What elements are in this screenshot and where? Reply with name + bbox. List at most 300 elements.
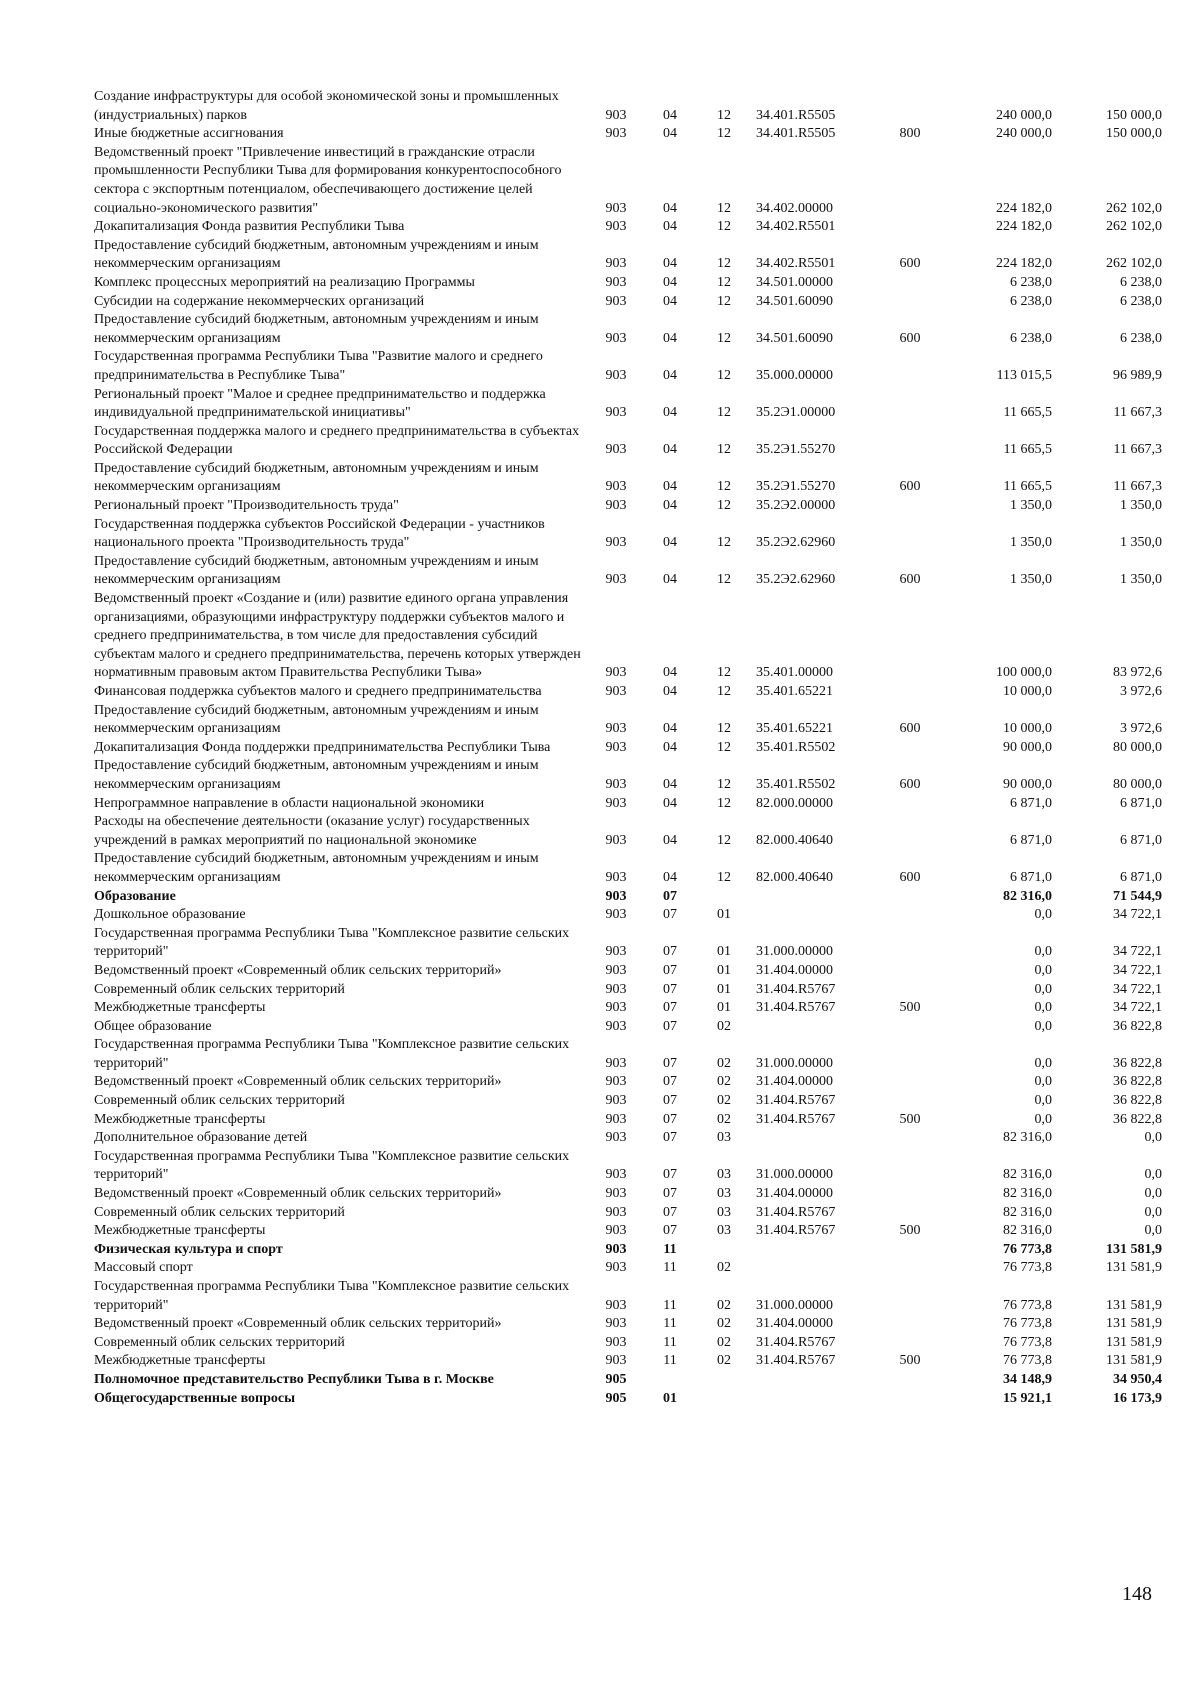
row-section-code: 04 [663, 535, 677, 551]
row-subsection-code: 12 [717, 107, 731, 123]
row-subsection-code: 12 [717, 535, 731, 551]
row-amount-year-1: 6 871,0 [1010, 832, 1052, 848]
row-amount-year-2: 16 173,9 [1113, 1390, 1162, 1406]
row-amount-year-1: 90 000,0 [1003, 739, 1052, 755]
row-target-article: 35.2Э2.62960 [756, 535, 836, 551]
row-target-article: 31.000.00000 [756, 1167, 833, 1183]
row-ved-code: 903 [605, 1111, 627, 1127]
row-name: Современный облик сельских территорий [94, 1204, 345, 1220]
table-row [94, 553, 1162, 590]
row-amount-year-2: 34 722,1 [1113, 981, 1162, 997]
row-subsection-code: 12 [717, 721, 731, 737]
row-ved-code: 903 [605, 479, 627, 495]
row-expense-type [876, 516, 944, 553]
row-amount-year-2: 11 667,3 [1113, 479, 1162, 495]
row-section-code: 04 [663, 721, 677, 737]
table-row [94, 1222, 1162, 1241]
row-subsection-code: 02 [717, 1353, 731, 1369]
row-target-article: 34.402.00000 [756, 200, 833, 216]
row-ved-code: 903 [605, 126, 627, 142]
row-amount-year-1: 76 773,8 [1003, 1334, 1052, 1350]
table-row [94, 962, 1162, 981]
row-section-code: 04 [663, 869, 677, 885]
row-section-code: 07 [663, 981, 677, 997]
row-section-code: 07 [663, 1018, 677, 1034]
row-section-code: 07 [663, 1186, 677, 1202]
row-expense-type [876, 925, 944, 962]
row-amount-year-1: 0,0 [1034, 962, 1052, 978]
row-target-article: 31.404.R5767 [756, 1223, 836, 1239]
row-section-code: 04 [663, 126, 677, 142]
row-expense-type [876, 1204, 944, 1223]
row-amount-year-1: 76 773,8 [1003, 1297, 1052, 1313]
row-name: Субсидии на содержание некоммерческих организаций [94, 293, 425, 309]
row-amount-year-2: 131 581,9 [1106, 1316, 1162, 1332]
row-amount-year-1: 6 871,0 [1010, 795, 1052, 811]
row-name: Массовый спорт [94, 1260, 193, 1276]
row-subsection-code: 12 [717, 405, 731, 421]
row-ved-code: 903 [605, 1055, 627, 1071]
row-section-code: 04 [663, 498, 677, 514]
row-section-code: 04 [663, 739, 677, 755]
row-amount-year-2: 150 000,0 [1106, 107, 1162, 123]
row-amount-year-1: 0,0 [1034, 907, 1052, 923]
row-ved-code: 903 [605, 498, 627, 514]
row-amount-year-1: 82 316,0 [1003, 1186, 1052, 1202]
row-name: Ведомственный проект «Создание и (или) развитие единого органа управления организациями, образующими инфраструктуру поддержки субъектов малого и среднего предпринимательства, в том числе для предоставления субсидий субъектам малого и среднего предпринимательства, перечень которых утвержден нормативным правовым актом Правительства Республики Тыва» [94, 591, 581, 681]
row-amount-year-2: 6 871,0 [1120, 869, 1162, 885]
row-amount-year-1: 82 316,0 [1003, 1167, 1052, 1183]
row-target-article: 34.501.60090 [756, 293, 833, 309]
row-name: Государственная поддержка малого и среднего предпринимательства в субъектах Российской Федерации [94, 423, 580, 458]
table-row [94, 1073, 1162, 1092]
row-target-article: 31.404.R5767 [756, 1093, 836, 1109]
row-expense-type: 800 [899, 126, 921, 142]
table-row [94, 1390, 1162, 1409]
row-ved-code: 903 [605, 962, 627, 978]
row-expense-type [876, 906, 944, 925]
row-target-article: 35.401.00000 [756, 665, 833, 681]
row-section-code: 07 [663, 1167, 677, 1183]
row-subsection-code: 12 [717, 330, 731, 346]
row-subsection-code: 02 [717, 1260, 731, 1276]
row-subsection-code: 03 [717, 1223, 731, 1239]
row-amount-year-2: 131 581,9 [1106, 1260, 1162, 1276]
row-section-code: 04 [663, 479, 677, 495]
row-subsection-code [702, 1371, 746, 1390]
row-amount-year-2: 3 972,6 [1120, 684, 1162, 699]
table-row [94, 1371, 1162, 1390]
table-row [94, 702, 1162, 739]
row-ved-code: 903 [605, 535, 627, 551]
row-amount-year-2: 6 871,0 [1120, 795, 1162, 811]
row-amount-year-2: 262 102,0 [1106, 256, 1162, 272]
row-name: Иные бюджетные ассигнования [94, 126, 284, 142]
row-ved-code: 903 [605, 721, 627, 737]
row-name: Предоставление субсидий бюджетным, автономным учреждениям и иным некоммерческим организациям [94, 758, 539, 792]
row-amount-year-1: 6 871,0 [1010, 869, 1052, 885]
row-subsection-code [702, 1390, 746, 1409]
table-row [94, 906, 1162, 925]
row-ved-code: 903 [605, 1260, 627, 1276]
row-expense-type [876, 1092, 944, 1111]
row-amount-year-2: 34 722,1 [1113, 1000, 1162, 1016]
row-amount-year-2: 96 989,9 [1113, 367, 1162, 383]
row-target-article [746, 1259, 876, 1278]
table-row [94, 311, 1162, 348]
row-section-code: 07 [663, 1055, 677, 1071]
row-amount-year-2: 36 822,8 [1113, 1074, 1162, 1090]
row-expense-type [876, 293, 944, 312]
table-row [94, 1352, 1162, 1371]
row-ved-code: 903 [605, 1241, 627, 1257]
row-subsection-code: 12 [717, 684, 731, 699]
row-ved-code: 903 [605, 330, 627, 346]
row-target-article: 82.000.40640 [756, 869, 833, 885]
row-expense-type [876, 888, 944, 907]
row-section-code: 04 [663, 107, 677, 123]
row-subsection-code: 01 [717, 907, 731, 923]
row-section-code: 04 [663, 776, 677, 792]
table-row [94, 999, 1162, 1018]
row-amount-year-1: 76 773,8 [1003, 1241, 1052, 1257]
table-row [94, 1204, 1162, 1223]
row-name: Современный облик сельских территорий [94, 981, 345, 997]
row-expense-type [876, 1018, 944, 1037]
row-amount-year-1: 34 148,9 [1003, 1371, 1052, 1387]
row-expense-type [876, 1036, 944, 1073]
row-name: Ведомственный проект «Современный облик сельских территорий» [94, 962, 502, 978]
row-amount-year-1: 82 316,0 [1003, 888, 1052, 904]
row-target-article: 31.000.00000 [756, 944, 833, 960]
row-ved-code: 903 [605, 1223, 627, 1239]
row-name: Предоставление субсидий бюджетным, автономным учреждениям и иным некоммерческим организациям [94, 702, 539, 737]
table-row [94, 88, 1162, 125]
row-target-article: 34.402.R5501 [756, 256, 836, 272]
row-expense-type [876, 218, 944, 237]
row-target-article: 35.401.R5502 [756, 776, 836, 792]
row-amount-year-1: 100 000,0 [996, 665, 1052, 681]
table-row [94, 144, 1162, 218]
row-name: Ведомственный проект «Современный облик сельских территорий» [94, 1074, 502, 1090]
budget-table [94, 88, 1162, 1408]
row-name: Общегосударственные вопросы [94, 1390, 296, 1406]
row-amount-year-2: 0,0 [1144, 1186, 1162, 1202]
row-amount-year-1: 6 238,0 [1010, 274, 1052, 290]
row-expense-type [876, 1315, 944, 1334]
row-ved-code: 903 [605, 1316, 627, 1332]
row-name: Межбюджетные трансферты [94, 1111, 266, 1127]
row-amount-year-1: 82 316,0 [1003, 1223, 1052, 1239]
row-section-code: 04 [663, 795, 677, 811]
row-amount-year-2: 131 581,9 [1106, 1334, 1162, 1350]
table-row [94, 1036, 1162, 1073]
row-subsection-code: 12 [717, 832, 731, 848]
row-ved-code: 903 [605, 256, 627, 272]
row-section-code: 04 [663, 274, 677, 290]
row-target-article: 35.2Э1.55270 [756, 479, 836, 495]
row-amount-year-2: 11 667,3 [1113, 442, 1162, 458]
row-expense-type [876, 423, 944, 460]
row-expense-type [876, 1278, 944, 1315]
row-amount-year-2: 34 722,1 [1113, 907, 1162, 923]
row-subsection-code: 01 [717, 962, 731, 978]
row-expense-type [876, 1148, 944, 1185]
row-subsection-code [702, 1241, 746, 1260]
row-amount-year-2: 1 350,0 [1120, 535, 1162, 551]
table-row [94, 125, 1162, 144]
table-row [94, 293, 1162, 312]
row-name: Предоставление субсидий бюджетным, автономным учреждениям и иным некоммерческим организациям [94, 460, 539, 495]
row-section-code: 11 [663, 1334, 677, 1350]
row-expense-type: 600 [899, 869, 921, 885]
row-subsection-code: 12 [717, 795, 731, 811]
row-section-code: 04 [663, 832, 677, 848]
row-expense-type [876, 274, 944, 293]
row-ved-code: 903 [605, 107, 627, 123]
row-section-code: 04 [663, 293, 677, 309]
row-ved-code: 903 [605, 1018, 627, 1034]
row-target-article: 31.404.00000 [756, 962, 833, 978]
row-name: Ведомственный проект «Современный облик сельских территорий» [94, 1316, 502, 1332]
row-name: Ведомственный проект "Привлечение инвестиций в гражданские отрасли промышленности Республики Тыва для формирования конкурентоспособного сектора с экспортным потенциалом, обеспечивающего достижение целей социально-экономического развития" [94, 144, 562, 216]
row-section-code: 07 [663, 1130, 677, 1146]
row-target-article: 31.404.00000 [756, 1074, 833, 1090]
row-name: Государственная программа Республики Тыва "Комплексное развитие сельских территорий" [94, 1037, 570, 1071]
row-name: Предоставление субсидий бюджетным, автономным учреждениям и иным некоммерческим организациям [94, 553, 539, 588]
row-subsection-code [702, 888, 746, 907]
row-target-article: 31.404.00000 [756, 1186, 833, 1202]
row-section-code: 11 [663, 1316, 677, 1332]
row-subsection-code: 02 [717, 1297, 731, 1313]
row-name: Докапитализация Фонда поддержки предпринимательства Республики Тыва [94, 739, 551, 755]
row-target-article: 31.404.R5767 [756, 1000, 836, 1016]
row-ved-code: 903 [605, 1000, 627, 1016]
row-section-code: 04 [663, 219, 677, 235]
row-target-article [746, 1390, 876, 1409]
row-amount-year-2: 262 102,0 [1106, 219, 1162, 235]
row-expense-type [876, 386, 944, 423]
row-target-article: 31.000.00000 [756, 1055, 833, 1071]
row-amount-year-1: 6 238,0 [1010, 293, 1052, 309]
table-row [94, 274, 1162, 293]
table-row [94, 516, 1162, 553]
row-section-code: 07 [663, 907, 677, 923]
row-ved-code: 903 [605, 572, 627, 588]
row-expense-type: 600 [899, 776, 921, 792]
row-expense-type: 500 [899, 1000, 921, 1016]
row-name: Дошкольное образование [94, 907, 246, 923]
table-row [94, 1148, 1162, 1185]
table-row [94, 795, 1162, 814]
row-ved-code: 903 [605, 367, 627, 383]
row-subsection-code: 02 [717, 1093, 731, 1109]
row-expense-type [876, 1334, 944, 1353]
row-amount-year-1: 11 665,5 [1003, 405, 1052, 421]
row-target-article [746, 1371, 876, 1390]
row-amount-year-2: 6 238,0 [1120, 274, 1162, 290]
row-target-article: 34.501.00000 [756, 274, 833, 290]
row-target-article: 82.000.00000 [756, 795, 833, 811]
row-name: Ведомственный проект «Современный облик сельских территорий» [94, 1186, 502, 1202]
row-ved-code: 903 [605, 944, 627, 960]
row-amount-year-2: 1 350,0 [1120, 572, 1162, 588]
row-amount-year-2: 83 972,6 [1113, 665, 1162, 681]
row-subsection-code: 02 [717, 1055, 731, 1071]
row-section-code: 04 [663, 256, 677, 272]
row-amount-year-1: 90 000,0 [1003, 776, 1052, 792]
row-section-code: 11 [663, 1241, 677, 1257]
row-expense-type [876, 497, 944, 516]
row-section-code: 07 [663, 888, 677, 904]
row-name: Образование [94, 888, 176, 904]
row-section-code: 04 [663, 405, 677, 421]
row-ved-code: 903 [605, 888, 627, 904]
row-amount-year-1: 0,0 [1034, 1111, 1052, 1127]
row-subsection-code: 12 [717, 219, 731, 235]
page-number: 148 [1122, 1583, 1152, 1605]
row-subsection-code: 12 [717, 776, 731, 792]
table-row [94, 1315, 1162, 1334]
row-section-code: 04 [663, 330, 677, 346]
row-amount-year-1: 76 773,8 [1003, 1316, 1052, 1332]
row-expense-type [876, 739, 944, 758]
row-expense-type: 600 [899, 721, 921, 737]
row-subsection-code: 12 [717, 665, 731, 681]
table-row [94, 460, 1162, 497]
row-amount-year-2: 0,0 [1144, 1223, 1162, 1239]
row-subsection-code: 03 [717, 1204, 731, 1220]
row-amount-year-2: 150 000,0 [1106, 126, 1162, 142]
row-expense-type: 500 [899, 1111, 921, 1127]
row-section-code: 11 [663, 1260, 677, 1276]
table-row [94, 1018, 1162, 1037]
row-ved-code: 903 [605, 219, 627, 235]
table-row [94, 1185, 1162, 1204]
row-name: Предоставление субсидий бюджетным, автономным учреждениям и иным некоммерческим организациям [94, 851, 539, 885]
row-amount-year-2: 80 000,0 [1113, 776, 1162, 792]
row-expense-type [876, 1259, 944, 1278]
row-target-article [746, 906, 876, 925]
row-target-article: 35.2Э2.00000 [756, 498, 836, 514]
row-target-article: 31.404.R5767 [756, 981, 836, 997]
table-row [94, 850, 1162, 887]
row-amount-year-2: 11 667,3 [1113, 405, 1162, 421]
row-section-code: 04 [663, 200, 677, 216]
table-row [94, 813, 1162, 850]
row-name: Дополнительное образование детей [94, 1130, 308, 1146]
budget-rows [94, 88, 1162, 1408]
row-name: Государственная программа Республики Тыва "Комплексное развитие сельских территорий" [94, 925, 570, 960]
row-subsection-code: 02 [717, 1111, 731, 1127]
row-expense-type [876, 1185, 944, 1204]
row-section-code: 07 [663, 1000, 677, 1016]
row-name: Комплекс процессных мероприятий на реализацию Программы [94, 274, 475, 290]
table-row [94, 237, 1162, 274]
row-name: Общее образование [94, 1018, 212, 1034]
table-row [94, 423, 1162, 460]
row-expense-type [876, 1129, 944, 1148]
row-section-code: 04 [663, 367, 677, 383]
row-amount-year-2: 36 822,8 [1113, 1018, 1162, 1034]
row-expense-type [876, 1073, 944, 1092]
table-row [94, 981, 1162, 1000]
row-target-article: 35.401.65221 [756, 721, 833, 737]
row-amount-year-1: 0,0 [1034, 1018, 1052, 1034]
row-target-article: 35.401.65221 [756, 684, 833, 699]
row-subsection-code: 12 [717, 367, 731, 383]
row-subsection-code: 12 [717, 479, 731, 495]
row-amount-year-2: 0,0 [1144, 1204, 1162, 1220]
row-subsection-code: 03 [717, 1186, 731, 1202]
row-amount-year-2: 80 000,0 [1113, 739, 1162, 755]
row-name: Непрограммное направление в области национальной экономики [94, 795, 485, 811]
row-target-article [746, 1018, 876, 1037]
row-amount-year-1: 76 773,8 [1003, 1260, 1052, 1276]
row-name: Предоставление субсидий бюджетным, автономным учреждениям и иным некоммерческим организациям [94, 312, 539, 346]
row-target-article: 34.401.R5505 [756, 107, 836, 123]
row-amount-year-1: 0,0 [1034, 1074, 1052, 1090]
row-amount-year-2: 6 238,0 [1120, 293, 1162, 309]
table-row [94, 1129, 1162, 1148]
row-ved-code: 903 [605, 1167, 627, 1183]
row-target-article [746, 888, 876, 907]
row-ved-code: 903 [605, 1186, 627, 1202]
row-section-code: 07 [663, 1111, 677, 1127]
row-subsection-code: 12 [717, 572, 731, 588]
row-target-article: 34.402.R5501 [756, 219, 836, 235]
row-amount-year-2: 71 544,9 [1113, 888, 1162, 904]
row-section-code: 11 [663, 1297, 677, 1313]
row-amount-year-1: 82 316,0 [1003, 1130, 1052, 1146]
table-row [94, 925, 1162, 962]
table-row [94, 1259, 1162, 1278]
row-target-article: 34.501.60090 [756, 330, 833, 346]
row-subsection-code: 03 [717, 1167, 731, 1183]
row-expense-type: 500 [899, 1223, 921, 1239]
row-expense-type: 600 [899, 256, 921, 272]
row-amount-year-2: 3 972,6 [1120, 721, 1162, 737]
row-amount-year-1: 224 182,0 [996, 200, 1052, 216]
row-amount-year-2: 131 581,9 [1106, 1297, 1162, 1313]
row-ved-code: 903 [605, 442, 627, 458]
row-subsection-code: 12 [717, 442, 731, 458]
table-row [94, 218, 1162, 237]
row-amount-year-2: 262 102,0 [1106, 200, 1162, 216]
row-expense-type [876, 88, 944, 125]
row-subsection-code: 01 [717, 944, 731, 960]
row-expense-type [876, 962, 944, 981]
row-amount-year-2: 36 822,8 [1113, 1055, 1162, 1071]
row-amount-year-1: 224 182,0 [996, 219, 1052, 235]
row-target-article [746, 1129, 876, 1148]
row-name: Межбюджетные трансферты [94, 1223, 266, 1239]
row-amount-year-1: 0,0 [1034, 1055, 1052, 1071]
table-row [94, 1092, 1162, 1111]
row-target-article: 31.404.R5767 [756, 1353, 836, 1369]
row-ved-code: 905 [605, 1390, 627, 1406]
row-amount-year-1: 1 350,0 [1010, 535, 1052, 551]
row-expense-type [876, 1241, 944, 1260]
row-section-code: 11 [663, 1353, 677, 1369]
row-target-article: 31.404.R5767 [756, 1111, 836, 1127]
row-target-article: 31.404.R5767 [756, 1334, 836, 1350]
row-amount-year-1: 113 015,5 [996, 367, 1052, 383]
row-ved-code: 903 [605, 665, 627, 681]
row-amount-year-1: 240 000,0 [996, 107, 1052, 123]
row-subsection-code: 02 [717, 1316, 731, 1332]
row-section-code: 07 [663, 1204, 677, 1220]
